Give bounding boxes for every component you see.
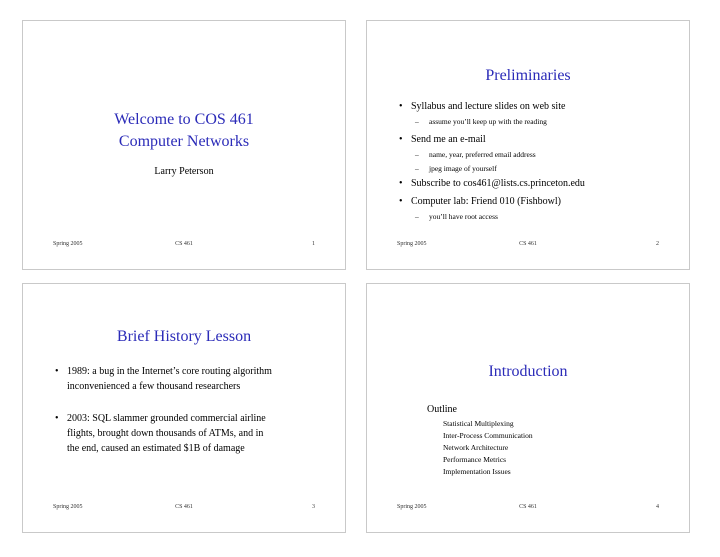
footer-course: CS 461 xyxy=(519,504,537,510)
dash-glyph: – xyxy=(415,164,419,173)
slide-4 xyxy=(366,283,690,533)
dash-glyph: – xyxy=(415,212,419,221)
sub-bullet-item xyxy=(399,162,681,175)
outline-item: Implementation Issues xyxy=(443,467,511,476)
bullet-line: 2003: SQL slammer grounded commercial airline xyxy=(67,413,266,424)
bullet-item xyxy=(399,176,681,191)
footer-page-number: 2 xyxy=(656,241,659,247)
bullet-glyph: • xyxy=(55,366,59,377)
bullet-item xyxy=(399,99,681,114)
bullet-text: Send me an e-mail xyxy=(411,134,486,145)
slide-footer xyxy=(397,241,659,249)
sub-bullet-item xyxy=(399,148,681,161)
bullet-list xyxy=(399,99,681,224)
footer-term: Spring 2005 xyxy=(53,241,83,247)
dash-glyph: – xyxy=(415,150,419,159)
title-line-2: Computer Networks xyxy=(118,133,250,150)
outline-item: Network Architecture xyxy=(443,443,509,452)
bullet-glyph: • xyxy=(399,101,403,112)
outline-item: Inter-Process Communication xyxy=(443,431,533,440)
sub-bullet-item xyxy=(399,115,681,128)
sub-bullet-text: jpeg image of yourself xyxy=(429,164,497,173)
sub-bullet-item xyxy=(399,210,681,223)
slide-title: Brief History Lesson xyxy=(116,328,252,345)
bullet-line: 1989: a bug in the Internet’s core routing algorithm xyxy=(67,366,272,377)
footer-term: Spring 2005 xyxy=(397,504,427,510)
slide-title xyxy=(23,109,345,153)
slide-3 xyxy=(22,283,346,533)
footer-course: CS 461 xyxy=(175,504,193,510)
outline-item: Performance Metrics xyxy=(443,455,507,464)
footer-term: Spring 2005 xyxy=(397,241,427,247)
slide-footer xyxy=(53,241,315,249)
footer-course: CS 461 xyxy=(175,241,193,247)
slide-title: Introduction xyxy=(488,363,568,380)
dash-glyph: – xyxy=(415,117,419,126)
bullet-text: Computer lab: Friend 010 (Fishbowl) xyxy=(411,196,561,207)
bullet-list xyxy=(55,364,325,456)
footer-term: Spring 2005 xyxy=(53,504,83,510)
bullet-item xyxy=(55,364,325,394)
slide-1 xyxy=(22,20,346,270)
bullet-glyph: • xyxy=(55,413,59,424)
footer-page-number: 3 xyxy=(312,504,315,510)
outline-list xyxy=(443,418,533,478)
sub-bullet-text: name, year, preferred email address xyxy=(429,150,536,159)
outline-item: Statistical Multiplexing xyxy=(443,419,514,428)
slide-2 xyxy=(366,20,690,270)
bullet-line: inconvenienced a few thousand researchers xyxy=(67,381,241,392)
bullet-glyph: • xyxy=(399,196,403,207)
footer-page-number: 1 xyxy=(312,241,315,247)
bullet-text: Subscribe to cos461@lists.cs.princeton.edu xyxy=(411,178,585,189)
footer-page-number: 4 xyxy=(656,504,659,510)
slide-title: Preliminaries xyxy=(485,67,571,84)
title-line-1: Welcome to COS 461 xyxy=(114,111,254,128)
bullet-item xyxy=(55,411,325,456)
sub-bullet-text: you’ll have root access xyxy=(429,212,498,221)
bullet-text: Syllabus and lecture slides on web site xyxy=(411,101,566,112)
author-name: Larry Peterson xyxy=(154,166,214,177)
bullet-glyph: • xyxy=(399,178,403,189)
slide-footer xyxy=(397,504,659,512)
bullet-glyph: • xyxy=(399,134,403,145)
footer-course: CS 461 xyxy=(519,241,537,247)
outline-label: Outline xyxy=(427,404,457,415)
slide-footer xyxy=(53,504,315,512)
bullet-line: the end, caused an estimated $1B of damage xyxy=(67,443,245,454)
bullet-line: flights, brought down thousands of ATMs, and in xyxy=(67,428,264,439)
sub-bullet-text: assume you’ll keep up with the reading xyxy=(429,117,547,126)
bullet-item xyxy=(399,132,681,147)
bullet-item xyxy=(399,194,681,209)
